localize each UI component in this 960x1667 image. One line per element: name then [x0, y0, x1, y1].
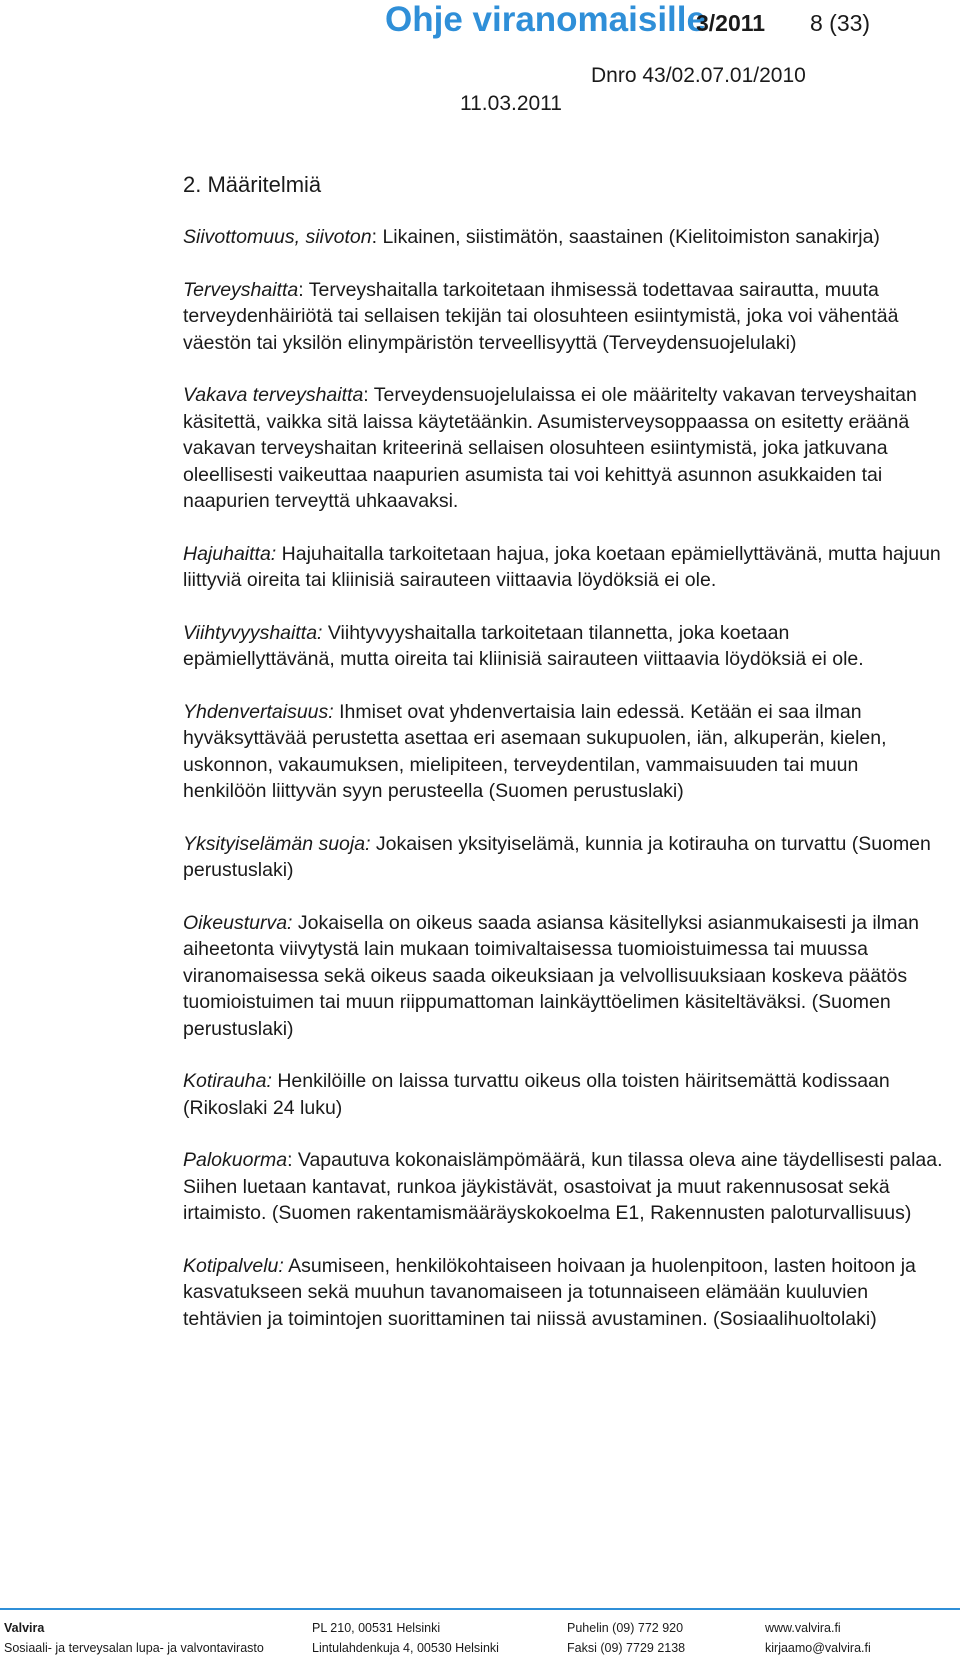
definition-term: Viihtyvyyshaitta:: [183, 621, 323, 644]
definition-text: Terveydensuojelulaissa ei ole määritelty vakavan terveyshaitan käsitettä, vaikka sitä laissa käytetäänkin. Asumisterveysoppaassa on esitetty eräänä vakavan terveyshaitan kriteerinä sellaisen olosuhteen esiintymistä, joka jatkuvana oleellisesti vaikeuttaa naapurien asumista tai voi kehittyä asunnon asukkaiden tai naapurien terveyttä uhkaavaksi.: [183, 384, 917, 512]
definition-paragraph: [183, 1068, 943, 1121]
definition-paragraph: [183, 541, 943, 594]
footer-org-name: Valvira: [4, 1621, 45, 1635]
footer-org-full: Sosiaali- ja terveysalan lupa- ja valvontavirasto: [4, 1641, 264, 1655]
definition-term: Kotirauha:: [183, 1070, 272, 1092]
definition-term: Palokuorma: [183, 1149, 288, 1171]
definition-paragraph: [183, 1253, 943, 1333]
definition-text: Asumiseen, henkilökohtaiseen hoivaan ja huolenpitoon, lasten hoitoon ja kasvatukseen sekä muuhun tavanomaiseen ja totunnaiseen elämään kuuluvien tehtävien ja toimintojen suorittaminen tai niissä avustaminen. (Sosiaalihuoltolaki): [183, 1254, 916, 1330]
definition-paragraph: [183, 699, 943, 805]
section-heading: 2. Määritelmiä: [183, 172, 322, 197]
definitions-list: [183, 224, 943, 1358]
definition-term: Kotipalvelu:: [183, 1254, 284, 1277]
footer-street-address: Lintulahdenkuja 4, 00530 Helsinki: [312, 1641, 499, 1655]
definition-term: Yhdenvertaisuus:: [183, 700, 334, 723]
definition-paragraph: [183, 831, 943, 884]
definition-term: Terveyshaitta: [183, 278, 299, 301]
footer-phone: Puhelin (09) 772 920: [567, 1621, 684, 1635]
document-title: Ohje viranomaisille: [385, 0, 706, 39]
definition-term: Oikeusturva:: [183, 911, 293, 934]
footer-postal-address: PL 210, 00531 Helsinki: [312, 1621, 441, 1635]
definition-paragraph: Siivottomuus, siivoton: Likainen, siistimätön, saastainen (Kielitoimiston sanakirja): [183, 226, 880, 248]
footer-divider: [0, 1608, 960, 1610]
definition-paragraph: Palokuorma: Vapautuva kokonaislämpömäärä, kun tilassa oleva aine täydellisesti palaa. Siihen luetaan kantavat, runkoa jäykistävät, osastoivat ja muut rakennusosat sekä irtaimisto. (Suomen rakentamismääräyskokoelma E1, Rakennusten paloturvallisuus): [183, 1149, 943, 1224]
definition-term: Siivottomuus, siivoton: [183, 226, 372, 248]
definition-text: Vapautuva kokonaislämpömäärä, kun tilassa oleva aine täydellisesti palaa. Siihen luetaan kantavat, runkoa jäykistävät, osastoivat ja muut rakennusosat sekä irtaimisto. (Suomen rakentamismääräyskokoelma E1, Rakennusten paloturvallisuus): [183, 1149, 943, 1224]
footer-website: www.valvira.fi: [765, 1621, 841, 1635]
definition-text: Hajuhaitalla tarkoitetaan hajua, joka koetaan epämiellyttävänä, mutta hajuun liittyviä oireita tai kliinisiä sairauteen viittaavia löydöksiä ei ole.: [183, 542, 941, 591]
definition-text: Terveyshaitalla tarkoitetaan ihmisessä todettavaa sairautta, muuta terveydenhäiriötä tai sellaisen tekijän tai olosuhteen esiintymistä, joka voi vähentää väestön tai yksilön elinympäristön terveellisyyttä (Terveydensuojelulaki): [183, 278, 899, 354]
definition-term: Vakava terveyshaitta: [183, 384, 364, 406]
definition-paragraph: [183, 910, 943, 1043]
definition-text: Likainen, siistimätön, saastainen (Kielitoimiston sanakirja): [382, 226, 880, 248]
record-number: Dnro 43/02.07.01/2010: [591, 64, 806, 87]
definition-text: Jokaisella on oikeus saada asiansa käsitellyksi asianmukaisesti ja ilman aiheetonta viivytystä lain mukaan toimivaltaisessa tuomioistuimessa tai muussa viranomaisessa sekä oikeus saada oikeuksiaan ja velvollisuuksiaan koskeva päätös tuomioistuimen tai muun riippumattoman lainkäyttöelimen käsiteltäväksi. (Suomen perustuslaki): [183, 911, 919, 1040]
definition-paragraph: Vakava terveyshaitta: Terveydensuojelulaissa ei ole määritelty vakavan terveyshaitan käsitettä, vaikka sitä laissa käytetäänkin. Asumisterveysoppaassa on esitetty eräänä vakavan terveyshaitan kriteerinä sellaisen olosuhteen esiintymistä, joka jatkuvana oleellisesti vaikeuttaa naapurien asumista tai voi kehittyä asunnon asukkaiden tai naapurien terveyttä uhkaavaksi.: [183, 384, 917, 512]
definition-text: Jokaisen yksityiselämä, kunnia ja kotirauha on turvattu (Suomen perustuslaki): [183, 832, 931, 881]
definition-term: Hajuhaitta:: [183, 542, 277, 565]
definition-text: Ihmiset ovat yhdenvertaisia lain edessä. Ketään ei saa ilman hyväksyttävää perustetta asettaa eri asemaan sukupuolen, iän, alkuperän, kielen, uskonnon, vakaumuksen, mielipiteen, terveydentilan, vammaisuuden tai muun henkilöön liittyvän syyn perusteella (Suomen perustuslaki): [183, 700, 887, 802]
definition-text: Viihtyvyyshaitalla tarkoitetaan tilannetta, joka koetaan epämiellyttävänä, mutta oireita tai kliinisiä sairauteen viittaavia löydöksiä ei ole.: [183, 621, 864, 670]
definition-paragraph: Terveyshaitta: Terveyshaitalla tarkoitetaan ihmisessä todettavaa sairautta, muuta terveydenhäiriötä tai sellaisen tekijän tai olosuhteen esiintymistä, joka voi vähentää väestön tai yksilön elinympäristön terveellisyyttä (Terveydensuojelulaki): [183, 278, 899, 354]
definition-paragraph: [183, 620, 943, 673]
page-number: 8 (33): [810, 10, 871, 36]
definition-text: Henkilöille on laissa turvattu oikeus olla toisten häiritsemättä kodissaan (Rikoslaki 24 luku): [183, 1070, 890, 1119]
footer-email: kirjaamo@valvira.fi: [765, 1641, 871, 1655]
definition-term: Yksityiselämän suoja:: [183, 832, 371, 855]
footer-fax: Faksi (09) 7729 2138: [567, 1641, 686, 1655]
issue-number: 3/2011: [696, 10, 766, 36]
document-date: 11.03.2011: [460, 92, 562, 115]
